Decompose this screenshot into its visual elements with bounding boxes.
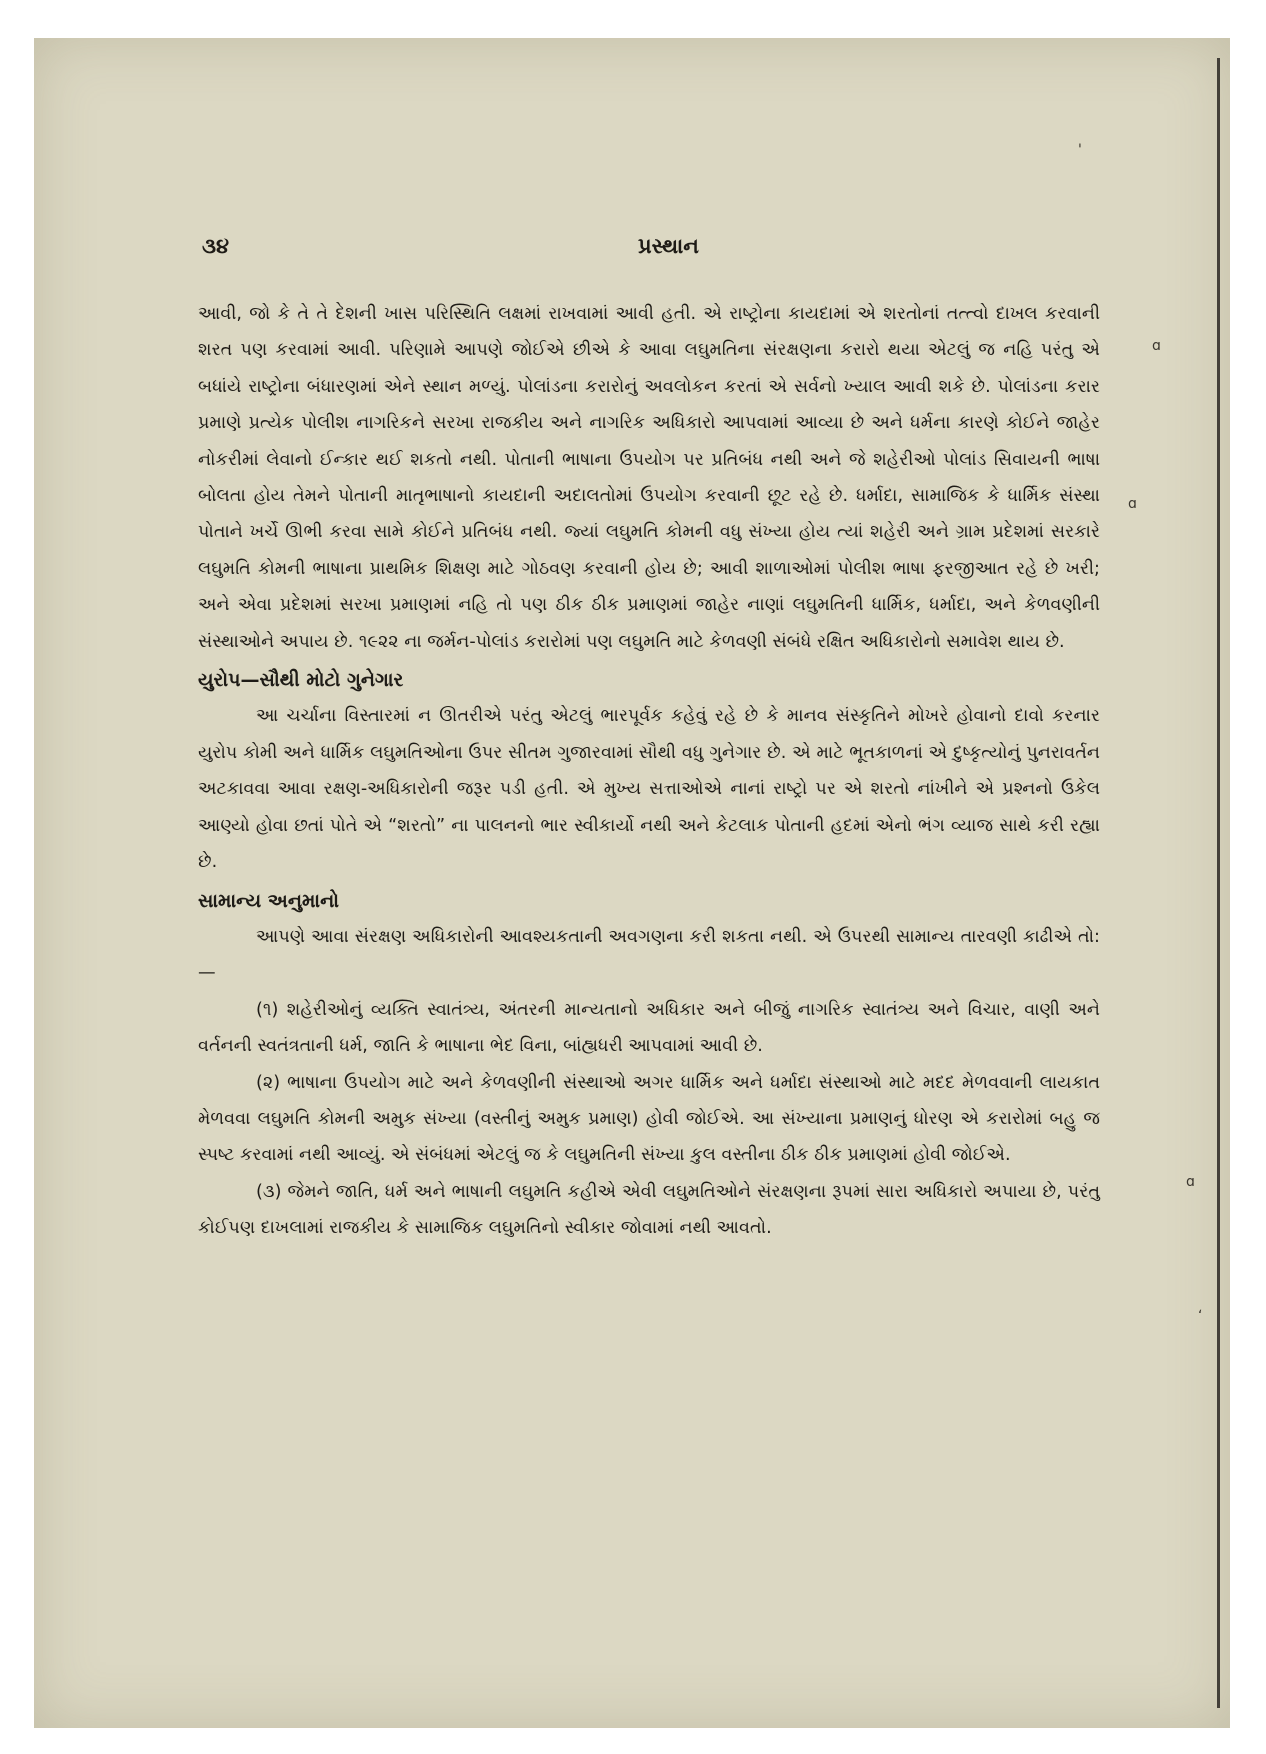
page-header: [202, 234, 1102, 268]
page-body: [198, 296, 1100, 1247]
body-paragraph: આવી, જો કે તે તે દેશની ખાસ પરિસ્થિતિ લક્ષમાં રાખવામાં આવી હતી. એ રાષ્ટ્રોના કાયદામાં એ શરતોનાં તત્ત્વો દાખલ કરવાની શરત પણ કરવામાં આવી. પરિણામે આપણે જોઈએ છીએ કે આવા લઘુમતિના સંરક્ષણના કરારો થયા એટલું જ નહિ પરંતુ એ બધાંયે રાષ્ટ્રોના બંધારણમાં એને સ્થાન મળ્યું. પોલાંડના કરારોનું અવલોકન કરતાં એ સર્વનો ખ્યાલ આવી શકે છે. પોલાંડના કરાર પ્રમાણે પ્રત્યેક પોલીશ નાગરિકને સરખા રાજકીય અને નાગરિક અધિકારો આપવામાં આવ્યા છે અને ધર્મના કારણે કોઈને જાહેર નોકરીમાં લેવાનો ઈન્કાર થઈ શકતો નથી. પોતાની ભાષાના ઉપયોગ પર પ્રતિબંધ નથી અને જે શહેરીઓ પોલાંડ સિવાયની ભાષા બોલતા હોય તેમને પોતાની માતૃભાષાનો કાયદાની અદાલતોમાં ઉપયોગ કરવાની છૂટ રહે છે. ધર્માદા, સામાજિક કે ધાર્મિક સંસ્થા પોતાને ખર્ચે ઊભી કરવા સામે કોઈને પ્રતિબંધ નથી. જ્યાં લઘુમતિ કોમની વધુ સંખ્યા હોય ત્યાં શહેરી અને ગ્રામ પ્રદેશમાં સરકારે લઘુમતિ કોમની ભાષાના પ્રાથમિક શિક્ષણ માટે ગોઠવણ કરવાની હોય છે; આવી શાળાઓમાં પોલીશ ભાષા ફરજીઆત રહે છે ખરી; અને એવા પ્રદેશમાં સરખા પ્રમાણમાં નહિ તો પણ ઠીક ઠીક પ્રમાણમાં જાહેર નાણાં લઘુમતિની ધાર્મિક, ધર્માદા, અને કેળવણીની સંસ્થાઓને અપાય છે. ૧૯૨૨ ના જર્મન-પોલાંડ કરારોમાં પણ લઘુમતિ માટે કેળવણી સંબંધે રક્ષિત અધિકારોનો સમાવેશ થાય છે.: [198, 304, 1100, 652]
section-heading: યુરોપ—સૌથી મોટો ગુનેગાર: [198, 669, 404, 692]
margin-mark: ɑ: [1152, 338, 1161, 354]
margin-mark: ɑ: [1128, 496, 1137, 512]
margin-mark: ʻ: [1198, 1308, 1203, 1324]
numbered-item: (૨) ભાષાના ઉપયોગ માટે અને કેળવણીની સંસ્થાઓ અગર ધાર્મિક અને ધર્માદા સંસ્થાઓ માટે મદદ મેળવવાની લાયકાત મેળવવા લઘુમતિ કોમની અમુક સંખ્યા (વસ્તીનું અમુક પ્રમાણ) હોવી જોઈએ. આ સંખ્યાના પ્રમાણનું ધોરણ એ કરારોમાં બહુ જ સ્પષ્ટ કરવામાં નથી આવ્યું. એ સંબંધમાં એટલું જ કે લઘુમતિની સંખ્યા કુલ વસ્તીના ઠીક ઠીક પ્રમાણમાં હોવી જોઈએ.: [198, 1072, 1100, 1166]
page-binding-edge: [1217, 58, 1220, 1708]
running-title: પ્રસ્થાન: [638, 234, 699, 258]
numbered-item: (૩) જેમને જાતિ, ધર્મ અને ભાષાની લઘુમતિ કહીએ એવી લઘુમતિઓને સંરક્ષણના રૂપમાં સારા અધિકારો અપાયા છે, પરંતુ કોઈપણ દાખલામાં રાજકીય કે સામાજિક લઘુમતિનો સ્વીકાર જોવામાં નથી આવતો.: [198, 1181, 1100, 1239]
page-number: ૩૪: [202, 234, 230, 258]
body-paragraph: આપણે આવા સંરક્ષણ અધિકારોની આવશ્યકતાની અવગણના કરી શકતા નથી. એ ઉપરથી સામાન્ય તારવણી કાઢીએ તો:—: [198, 926, 1100, 984]
margin-mark: ': [1078, 142, 1082, 158]
numbered-item: (૧) શહેરીઓનું વ્યક્તિ સ્વાતંત્ર્ય, અંતરની માન્યતાનો અધિકાર અને બીજું નાગરિક સ્વાતંત્ર્ય અને વિચાર, વાણી અને વર્તનની સ્વતંત્રતાની ધર્મ, જાતિ કે ભાષાના ભેદ વિના, બાંહ્યધરી આપવામાં આવી છે.: [198, 999, 1100, 1057]
section-heading: સામાન્ય અનુમાનો: [198, 889, 339, 912]
margin-mark: ɑ: [1186, 1174, 1195, 1190]
body-paragraph: આ ચર્ચાના વિસ્તારમાં ન ઊતરીએ પરંતુ એટલું ભારપૂર્વક કહેવું રહે છે કે માનવ સંસ્કૃતિને મોખરે હોવાનો દાવો કરનાર યુરોપ કોમી અને ધાર્મિક લઘુમતિઓના ઉપર સીતમ ગુજારવામાં સૌથી વધુ ગુનેગાર છે. એ માટે ભૂતકાળનાં એ દુષ્કૃત્યોનું પુનરાવર્તન અટકાવવા આવા રક્ષણ-અધિકારોની જરૂર પડી હતી. એ મુખ્ય સત્તાઓએ નાનાં રાષ્ટ્રો પર એ શરતો નાંખીને એ પ્રશ્નનો ઉકેલ આણ્યો હોવા છતાં પોતે એ “શરતો” ના પાલનનો ભાર સ્વીકાર્યો નથી અને કેટલાક પોતાની હદમાં એનો ભંગ વ્યાજ સાથે કરી રહ્યા છે.: [198, 706, 1100, 873]
book-page: [34, 38, 1230, 1728]
